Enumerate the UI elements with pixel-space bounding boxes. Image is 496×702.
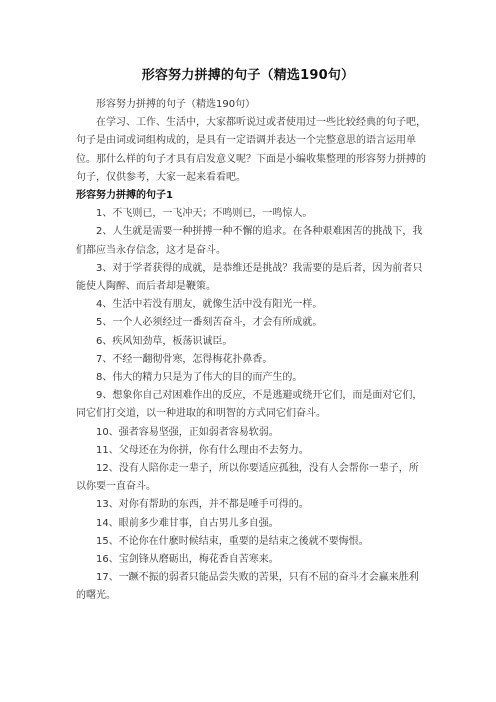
list-item: 14、眼前多少难甘事，自古男儿多自强。 <box>96 517 279 529</box>
list-item: 13、对你有帮助的东西，并不都是唾手可得的。 <box>96 499 309 511</box>
list-item: 5、一个人必须经过一番刻苦奋斗，才会有所成就。 <box>96 317 323 329</box>
list-item: 9、想象你自己对困难作出的反应，不是逃避或绕开它们，而是面对它们，同它们打交道，以一种进取的和明智的方式同它们奋斗。 <box>76 390 423 420</box>
section-heading: 形容努力拼搏的句子1 <box>76 190 173 202</box>
list-item: 12、没有人陪你走一辈子，所以你要适应孤独，没有人会帮你一辈子，所以你要一直奋斗。 <box>76 463 419 493</box>
document-title: 形容努力拼搏的句子（精选190句） <box>141 68 355 83</box>
list-item: 2、人生就是需要一种拼搏一种不懈的追求。在各种艰难困苦的挑战下，我们都应当永存信念，这才是奋斗。 <box>76 226 423 256</box>
document-body <box>76 96 428 606</box>
list-item: 7、不经一翻彻骨寒，怎得梅花扑鼻香。 <box>96 353 273 365</box>
list-item: 4、生活中若没有朋友，就像生活中没有阳光一样。 <box>96 299 323 311</box>
list-item: 17、一蹶不振的弱者只能品尝失败的苦果，只有不屈的奋斗才会赢来胜利的曙光。 <box>76 572 419 602</box>
list-item: 3、对于学者获得的成就，是恭维还是挑战？我需要的是后者，因为前者只能使人陶醉、而后者却是鞭策。 <box>76 262 423 293</box>
document-subtitle: 形容努力拼搏的句子（精选190句） <box>96 99 256 110</box>
list-item: 10、强者容易坚强，正如弱者容易软弱。 <box>96 426 279 438</box>
list-item: 1、不飞则已，一飞冲天；不鸣则已，一鸣惊人。 <box>96 208 313 220</box>
intro-paragraph: 在学习、工作、生活中，大家都听说过或者使用过一些比较经典的句子吧，句子是由词或词组构成的，是具有一定语调并表达一个完整意思的语言运用单位。那什么样的句子才具有启发意义呢？下面是小编收集整理的形容努力拼搏的句子，仅供参考，大家一起来看看吧。 <box>76 117 426 183</box>
list-item: 6、疾风知劲草，板荡识诚臣。 <box>96 335 233 347</box>
list-item: 15、不论你在什麽时候结束，重要的是结束之後就不要悔恨。 <box>96 535 369 547</box>
list-item: 16、宝剑锋从磨砺出，梅花香自苦寒来。 <box>96 554 279 566</box>
list-item: 8、伟大的精力只是为了伟大的目的而产生的。 <box>96 372 303 384</box>
list-item: 11、父母还在为你拼，你有什么理由不去努力。 <box>96 444 309 456</box>
